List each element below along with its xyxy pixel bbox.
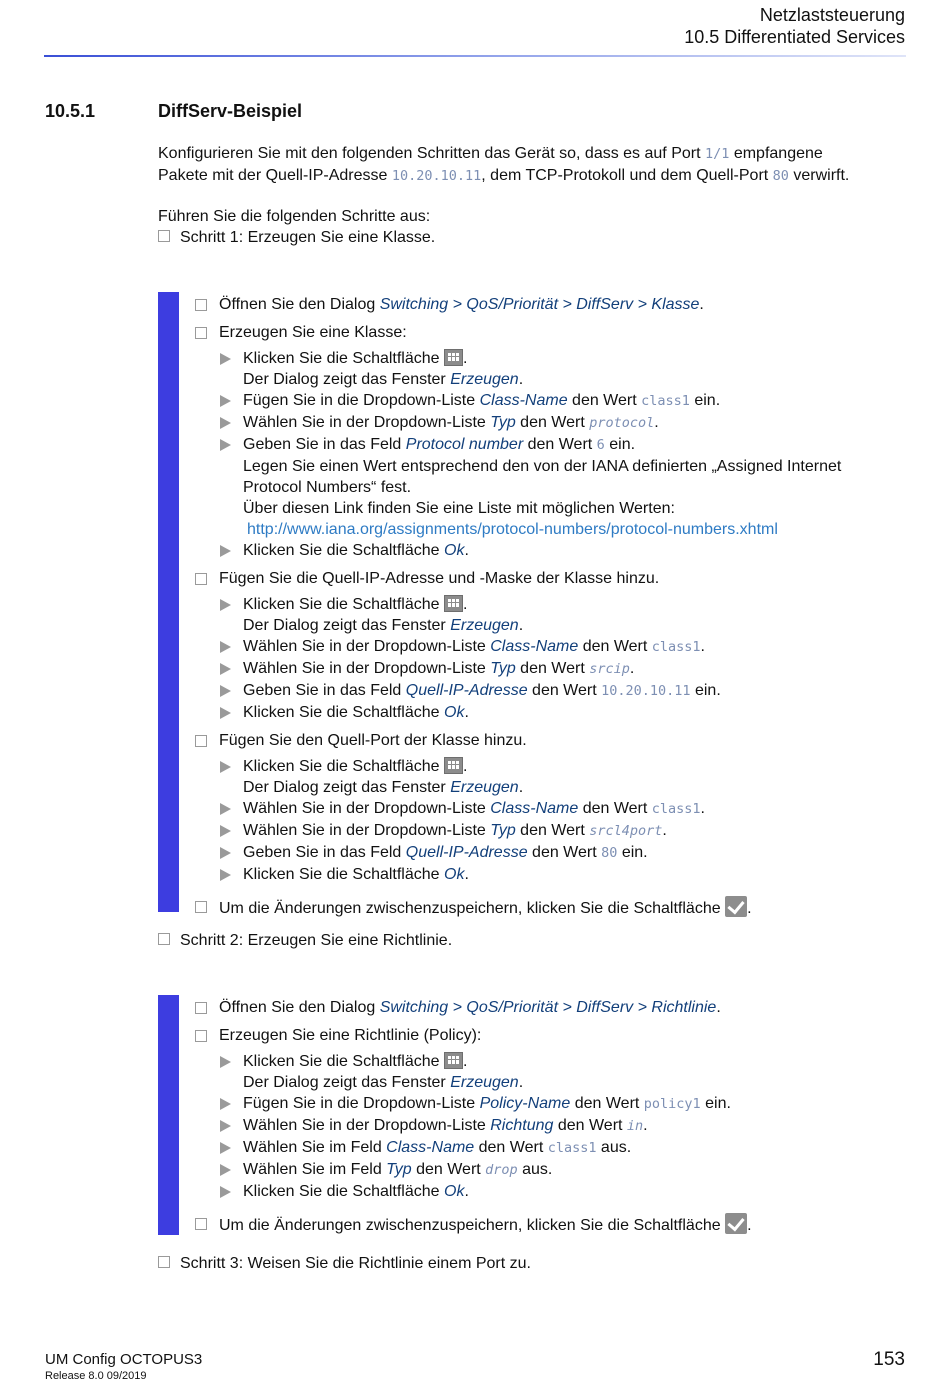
- bullet-triangle-icon: [220, 761, 231, 773]
- bullet-triangle-icon: [220, 1098, 231, 1110]
- checkbox-icon: [195, 735, 207, 747]
- bullet-triangle-icon: [220, 685, 231, 697]
- menu-path: Richtlinie: [651, 999, 717, 1016]
- bullet-triangle-icon: [220, 1164, 231, 1176]
- section-number: 10.5.1: [45, 101, 96, 121]
- list-item: Um die Änderungen zwischenzuspeichern, klicken Sie die Schaltfläche .: [195, 1213, 915, 1236]
- menu-path: QoS/Priorität: [466, 296, 559, 313]
- instruction-block-2: Öffnen Sie den Dialog Switching > QoS/Priorität > DiffServ > Richtlinie. Erzeugen Sie eine Richtlinie (Policy): Klicken Sie die Schaltfläche . Der Dialog zeigt das Fenster Erzeugen. Fügen Sie in die Dropdown-Liste Policy-Name den Wert policy1 ein. Wählen Sie in der Dropdown-Liste Richtung den Wert in. Wählen Sie im Feld Class-Name den Wert class1 aus. Wählen Sie im Feld Typ den Wert drop aus. Klicken Sie die Schaltfläche Ok. Um die Änderungen zwischenzuspeichern, klicken Sie die Schaltfläche .: [195, 997, 915, 1236]
- menu-path: Switching: [379, 296, 449, 313]
- create-table-icon: [444, 1052, 463, 1069]
- sub-item: Klicken Sie die Schaltfläche .: [195, 348, 915, 369]
- bullet-triangle-icon: [220, 707, 231, 719]
- create-table-icon: [444, 757, 463, 774]
- list-item: Öffnen Sie den Dialog Switching > QoS/Priorität > DiffServ > Klasse.: [195, 294, 915, 315]
- list-item: Erzeugen Sie eine Richtlinie (Policy):: [195, 1025, 915, 1046]
- sub-item: Geben Sie in das Feld Protocol number den Wert 6 ein.: [195, 434, 915, 456]
- iana-text: Protocol Numbers“ fest.: [243, 479, 412, 496]
- bullet-triangle-icon: [220, 663, 231, 675]
- intro-text: Konfigurieren Sie mit den folgenden Schritten das Gerät so, dass es auf Port: [158, 145, 705, 162]
- sub-item: Fügen Sie in die Dropdown-Liste Class-Name den Wert class1 ein.: [195, 390, 915, 412]
- checkmark-icon: [725, 1213, 747, 1234]
- checkbox-icon: [158, 1256, 170, 1268]
- iana-text: Legen Sie einen Wert entsprechend den von der IANA definierten „Assigned Internet: [243, 458, 842, 475]
- bullet-triangle-icon: [220, 599, 231, 611]
- sub-item: Klicken Sie die Schaltfläche Ok.: [195, 540, 915, 561]
- bullet-triangle-icon: [220, 1142, 231, 1154]
- sub-item: Klicken Sie die Schaltfläche Ok.: [195, 1181, 915, 1202]
- step-3: Schritt 3: Weisen Sie die Richtlinie einem Port zu.: [180, 1255, 531, 1272]
- checkbox-icon: [158, 230, 170, 242]
- bullet-triangle-icon: [220, 803, 231, 815]
- bullet-triangle-icon: [220, 1120, 231, 1132]
- section-title: DiffServ-Beispiel: [158, 101, 303, 121]
- step-line: [158, 1253, 531, 1274]
- sub-item: Wählen Sie in der Dropdown-Liste Typ den Wert srcip.: [195, 658, 915, 680]
- sub-item: Wählen Sie in der Dropdown-Liste Typ den Wert srcl4port.: [195, 820, 915, 842]
- bullet-triangle-icon: [220, 825, 231, 837]
- bullet-triangle-icon: [220, 439, 231, 451]
- instruction-bar: [158, 995, 179, 1235]
- sub-item: Klicken Sie die Schaltfläche Ok.: [195, 702, 915, 723]
- checkbox-icon: [195, 1030, 207, 1042]
- sub-item: Fügen Sie in die Dropdown-Liste Policy-Name den Wert policy1 ein.: [195, 1093, 915, 1115]
- sub-item: Wählen Sie im Feld Class-Name den Wert class1 aus.: [195, 1137, 915, 1159]
- sub-item: Wählen Sie in der Dropdown-Liste Class-Name den Wert class1.: [195, 636, 915, 658]
- instruction-block-1: Öffnen Sie den Dialog Switching > QoS/Priorität > DiffServ > Klasse. Erzeugen Sie eine Klasse: Klicken Sie die Schaltfläche . Der Dialog zeigt das Fenster Erzeugen. Fügen Sie in die Dropdown-Liste Class-Name den Wert class1 ein. Wählen Sie in der Dropdown-Liste Typ den Wert protocol. Geben Sie in das Feld Protocol number den Wert 6 ein. Legen Sie einen Wert entsprechend den von der IANA definierten „Assigned Internet Protocol Numbers“ fest. Über diesen Link finden Sie eine Liste mit möglichen Werten: http://www.iana.org/assignments/protocol-numbers/protocol-numbers.xhtml Klicken Sie die Schaltfläche Ok. Fügen Sie die Quell-IP-Adresse und -Maske der Klasse hinzu. Klicken Sie die Schaltfläche . Der Dialog zeigt das Fenster Erzeugen. Wählen Sie in der Dropdown-Liste Class-Name den Wert class1. Wählen Sie in der Dropdown-Liste Typ den Wert srcip. Geben Sie in das Feld Quell-IP-Adresse den Wert 10.20.10.11 ein. Klicken Sie die Schaltfläche Ok. Fügen Sie den Quell-Port der Klasse hinzu. Klicken Sie die Schaltfläche . Der Dialog zeigt das Fenster Erzeugen. Wählen Sie in der Dropdown-Liste Class-Name den Wert class1. Wählen Sie in der Dropdown-Liste Typ den Wert srcl4port. Geben Sie in das Feld Quell-IP-Adresse den Wert 80 ein. Klicken Sie die Schaltfläche Ok. Um die Änderungen zwischenzuspeichern, klicken Sie die Schaltfläche .: [195, 294, 915, 919]
- sub-item: Wählen Sie in der Dropdown-Liste Richtung den Wert in.: [195, 1115, 915, 1137]
- page-number: 153: [873, 1349, 905, 1370]
- lead-line: Führen Sie die folgenden Schritte aus:: [158, 208, 431, 225]
- menu-path: DiffServ: [576, 999, 634, 1016]
- list-item: Fügen Sie den Quell-Port der Klasse hinzu.: [195, 730, 915, 751]
- sub-item: Klicken Sie die Schaltfläche .: [195, 1051, 915, 1072]
- bullet-triangle-icon: [220, 869, 231, 881]
- sub-item: Wählen Sie in der Dropdown-Liste Class-Name den Wert class1.: [195, 798, 915, 820]
- intro-text: Pakete mit der Quell-IP-Adresse: [158, 167, 392, 184]
- menu-path: QoS/Priorität: [466, 999, 559, 1016]
- create-table-icon: [444, 595, 463, 612]
- iana-link[interactable]: http://www.iana.org/assignments/protocol-numbers/protocol-numbers.xhtml: [247, 521, 778, 538]
- port-value: 1/1: [704, 146, 730, 162]
- header-chapter: Netzlaststeuerung: [759, 5, 905, 25]
- instruction-bar: [158, 292, 179, 912]
- checkbox-icon: [158, 933, 170, 945]
- checkmark-icon: [725, 896, 747, 917]
- lead-text: [158, 206, 435, 248]
- bullet-triangle-icon: [220, 395, 231, 407]
- menu-path: Klasse: [651, 296, 700, 313]
- checkbox-icon: [195, 327, 207, 339]
- bullet-triangle-icon: [220, 353, 231, 365]
- bullet-triangle-icon: [220, 545, 231, 557]
- bullet-triangle-icon: [220, 1186, 231, 1198]
- bullet-triangle-icon: [220, 1056, 231, 1068]
- bullet-triangle-icon: [220, 847, 231, 859]
- create-table-icon: [444, 349, 463, 366]
- sub-item: Geben Sie in das Feld Quell-IP-Adresse den Wert 10.20.10.11 ein.: [195, 680, 915, 702]
- sub-item: Klicken Sie die Schaltfläche Ok.: [195, 864, 915, 885]
- list-item: Öffnen Sie den Dialog Switching > QoS/Priorität > DiffServ > Richtlinie.: [195, 997, 915, 1018]
- sub-item: Wählen Sie in der Dropdown-Liste Typ den Wert protocol.: [195, 412, 915, 434]
- bullet-triangle-icon: [220, 417, 231, 429]
- intro-text: , dem TCP-Protokoll und dem Quell-Port: [481, 167, 773, 184]
- menu-path: DiffServ: [576, 296, 634, 313]
- step-1: Schritt 1: Erzeugen Sie eine Klasse.: [180, 229, 436, 246]
- header-section: 10.5 Differentiated Services: [684, 27, 905, 47]
- checkbox-icon: [195, 1218, 207, 1230]
- checkbox-icon: [195, 573, 207, 585]
- sub-item: Wählen Sie im Feld Typ den Wert drop aus.: [195, 1159, 915, 1181]
- footer-release: Release 8.0 09/2019: [45, 1370, 147, 1382]
- iana-text: Über diesen Link finden Sie eine Liste mit möglichen Werten:: [243, 500, 675, 517]
- step-line: [158, 930, 452, 951]
- sub-item: Geben Sie in das Feld Quell-IP-Adresse den Wert 80 ein.: [195, 842, 915, 864]
- menu-path: Switching: [379, 999, 449, 1016]
- list-item: Fügen Sie die Quell-IP-Adresse und -Maske der Klasse hinzu.: [195, 568, 915, 589]
- checkbox-icon: [195, 1002, 207, 1014]
- list-item: Erzeugen Sie eine Klasse:: [195, 322, 915, 343]
- sub-item: Klicken Sie die Schaltfläche .: [195, 594, 915, 615]
- list-item: Um die Änderungen zwischenzuspeichern, klicken Sie die Schaltfläche .: [195, 896, 915, 919]
- sub-item: Klicken Sie die Schaltfläche .: [195, 756, 915, 777]
- ip-value: 10.20.10.11: [391, 168, 482, 184]
- intro-text: verwirft.: [788, 167, 850, 184]
- header-rule: [44, 55, 906, 57]
- intro-text: empfangene: [729, 145, 823, 162]
- checkbox-icon: [195, 901, 207, 913]
- checkbox-icon: [195, 299, 207, 311]
- bullet-triangle-icon: [220, 641, 231, 653]
- srcport-value: 80: [772, 168, 789, 184]
- footer-manual: UM Config OCTOPUS3: [45, 1351, 203, 1368]
- intro-paragraph: [158, 143, 908, 187]
- step-2: Schritt 2: Erzeugen Sie eine Richtlinie.: [180, 932, 453, 949]
- running-header: [684, 4, 905, 48]
